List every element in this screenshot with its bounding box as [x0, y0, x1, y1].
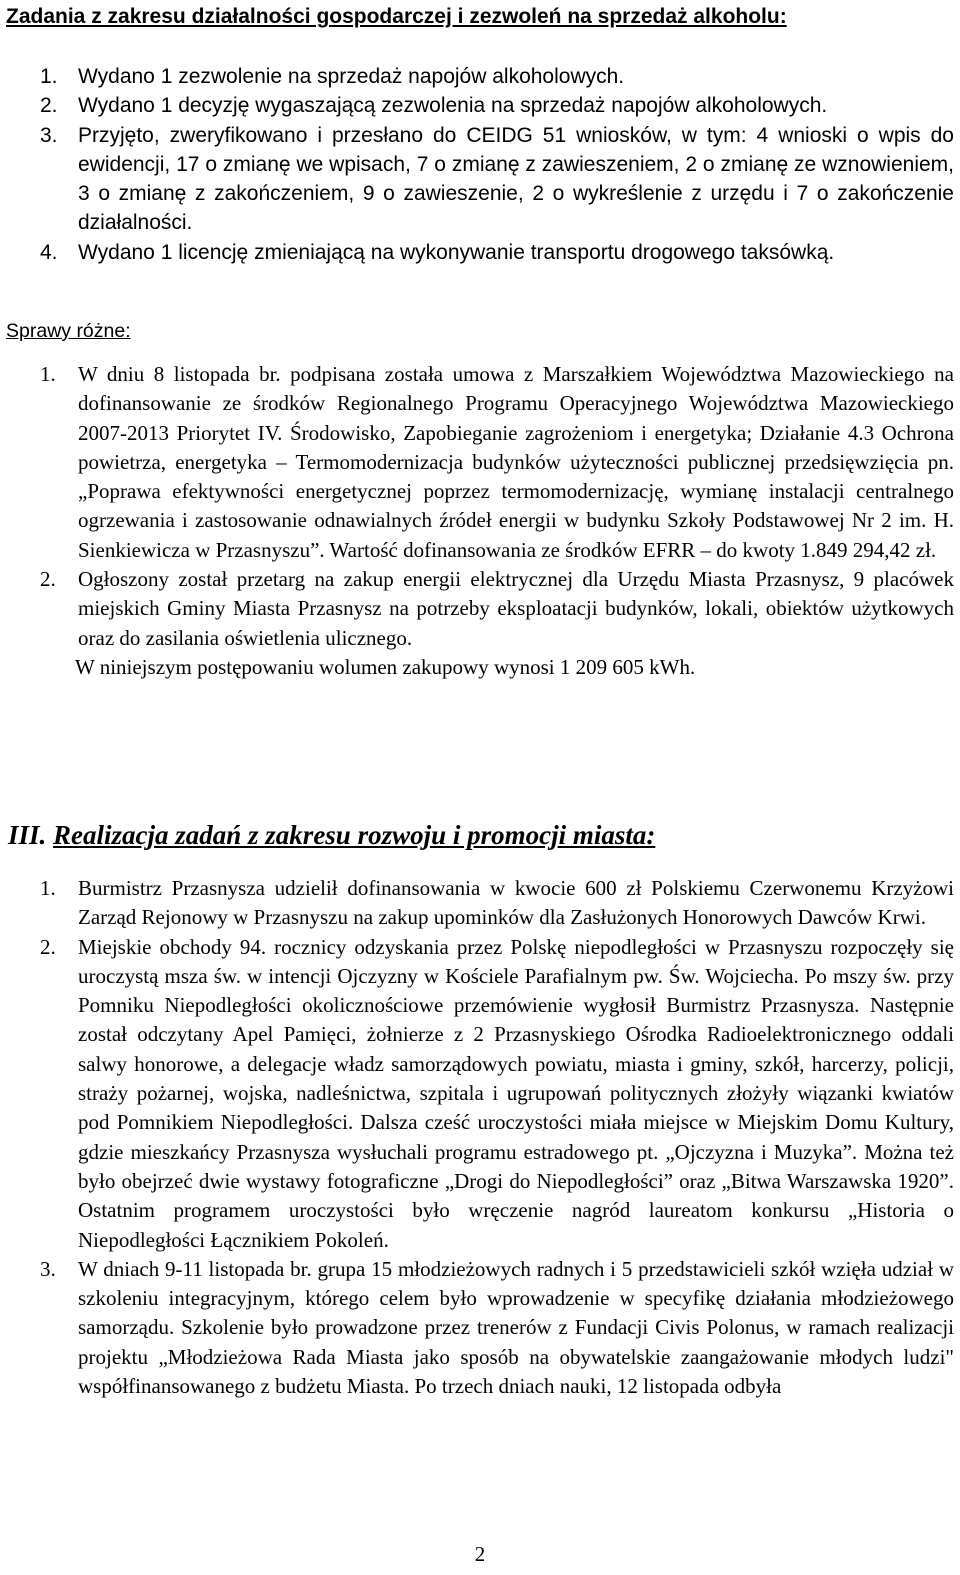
section-heading-misc: Sprawy różne: — [6, 320, 131, 342]
section-roman-numeral: III. — [8, 820, 47, 850]
list-item — [4, 933, 954, 1255]
list-item-number: 2. — [40, 94, 58, 118]
promotion-list — [4, 874, 954, 1401]
business-list — [4, 62, 954, 267]
list-item-number: 1. — [40, 65, 58, 88]
section-heading-business: Zadania z zakresu działalności gospodarczej i zezwoleń na sprzedaż alkoholu: — [6, 5, 787, 28]
list-item-number: 1. — [40, 876, 56, 900]
list-item-text: Wydano 1 licencję zmieniającą na wykonywanie transportu drogowego taksówką. — [78, 240, 835, 264]
list-item — [4, 1255, 954, 1401]
list-item — [4, 360, 954, 565]
list-item-text: Ogłoszony został przetarg na zakup energii elektrycznej dla Urzędu Miasta Przasnysz, 9 placówek miejskich Gminy Miasta Przasnysz na potrzeby eksploatacji budynków, lokali, obiektów użytkowych oraz do zasilania oświetlenia ulicznego. — [78, 567, 954, 650]
list-item-number: 3. — [40, 1256, 56, 1281]
list-item-number: 2. — [40, 567, 56, 592]
list-item-text: Przyjęto, zweryfikowano i przesłano do CEIDG 51 wniosków, w tym: 4 wnioski o wpis do ewidencji, 17 o zmianę we wpisach, 7 o zmianę z zawieszeniem, 2 o zmianę ze wznowieniem, 3 o zmianę z zakończeniem, 9 o zawieszenie, 2 o wykreślenie z urzędu i 7 o zakończenie działalności. — [78, 123, 954, 235]
list-item — [4, 91, 954, 120]
section-heading-promotion — [8, 818, 655, 852]
page-number: 2 — [474, 1542, 486, 1566]
list-item-text: Wydano 1 zezwolenie na sprzedaż napojów alkoholowych. — [78, 65, 625, 88]
misc-extra-line — [4, 653, 954, 682]
list-item-text: Wydano 1 decyzję wygaszającą zezwolenia na sprzedaż napojów alkoholowych. — [78, 94, 828, 118]
list-item-text: W dniach 9-11 listopada br. grupa 15 młodzieżowych radnych i 5 przedstawicieli szkół wzięła udział w szkoleniu integracyjnym, którego celem było wprowadzenie w specyfikę działania młodzieżowego samorządu. Szkolenie było prowadzone przez trenerów z Fundacji Civis Polonus, w ramach realizacji projektu „Młodzieżowa Rada Miasta jako sposób na obywatelskie zaangażowanie młodych ludzi" współfinansowanego z budżetu Miasta. Po trzech dniach nauki, 12 listopada odbyła — [78, 1256, 954, 1399]
list-item — [4, 238, 954, 267]
section-heading-text: Realizacja zadań z zakresu rozwoju i promocji miasta: — [53, 820, 656, 850]
list-item — [4, 62, 954, 91]
list-item-text: Miejskie obchody 94. rocznicy odzyskania przez Polskę niepodległości w Przasnyszu rozpoczęły się uroczystą msza św. w intencji Ojczyzny w Kościele Parafialnym pw. Św. Wojciecha. Po mszy św. przy Pomniku Niepodległości okolicznościowe przemówienie wygłosił Burmistrz Przasnysza. Następnie został odczytany Apel Pamięci, żołnierze z 2 Przasnyskiego Ośrodka Radioelektronicznego oddali salwy honorowe, a delegacje władz samorządowych powiatu, miasta i gminy, szkół, harcerzy, policji, straży pożarnej, wojska, nadleśnictwa, szpitala i ugrupowań politycznych złożyły wiązanki kwiatów pod Pomnikiem Niepodległości. Dalsza cześć uroczystości miała miejsce w Miejskim Domu Kultury, gdzie mieszkańcy Przasnysza wysłuchali programu estradowego pt. „Ojczyzna i Muzyka”. Można też było obejrzeć dwie wystawy fotograficzne „Drogi do Niepodległości” oraz „Bitwa Warszawska 1920”. Ostatnim programem uroczystości było wręczenie nagród laureatom konkursu „Historia o Niepodległości Łącznikiem Pokoleń. — [78, 934, 954, 1252]
list-item — [4, 874, 954, 933]
misc-extra-text: W niniejszym postępowaniu wolumen zakupowy wynosi 1 209 605 kWh. — [75, 654, 696, 679]
list-item-number: 3. — [40, 123, 58, 147]
list-item-number: 2. — [40, 934, 56, 959]
list-item-number: 4. — [40, 240, 58, 264]
list-item — [4, 121, 954, 238]
list-item-text: Burmistrz Przasnysza udzielił dofinansowania w kwocie 600 zł Polskiemu Czerwonemu Krzyżowi Zarząd Rejonowy w Przasnyszu na zakup upominków dla Zasłużonych Honorowych Dawców Krwi. — [78, 876, 954, 930]
misc-list — [4, 360, 954, 682]
list-item-number: 1. — [40, 362, 56, 386]
list-item — [4, 565, 954, 653]
list-item-text: W dniu 8 listopada br. podpisana została umowa z Marszałkiem Województwa Mazowieckiego na dofinansowanie ze środków Regionalnego Programu Operacyjnego Województwa Mazowieckiego 2007-2013 Priorytet IV. Środowisko, Zapobieganie zagrożeniom i energetyka; Działanie 4.3 Ochrona powietrza, energetyka – Termomodernizacja budynków użyteczności publicznej przedsięwzięcia pn. „Poprawa efektywności energetycznej poprzez termomodernizację, wymianę instalacji centralnego ogrzewania i zastosowanie odnawialnych źródeł energii w budynku Szkoły Podstawowej Nr 2 im. H. Sienkiewicza w Przasnyszu”. Wartość dofinansowania ze środków EFRR – do kwoty 1.849 294,42 zł. — [78, 362, 954, 562]
